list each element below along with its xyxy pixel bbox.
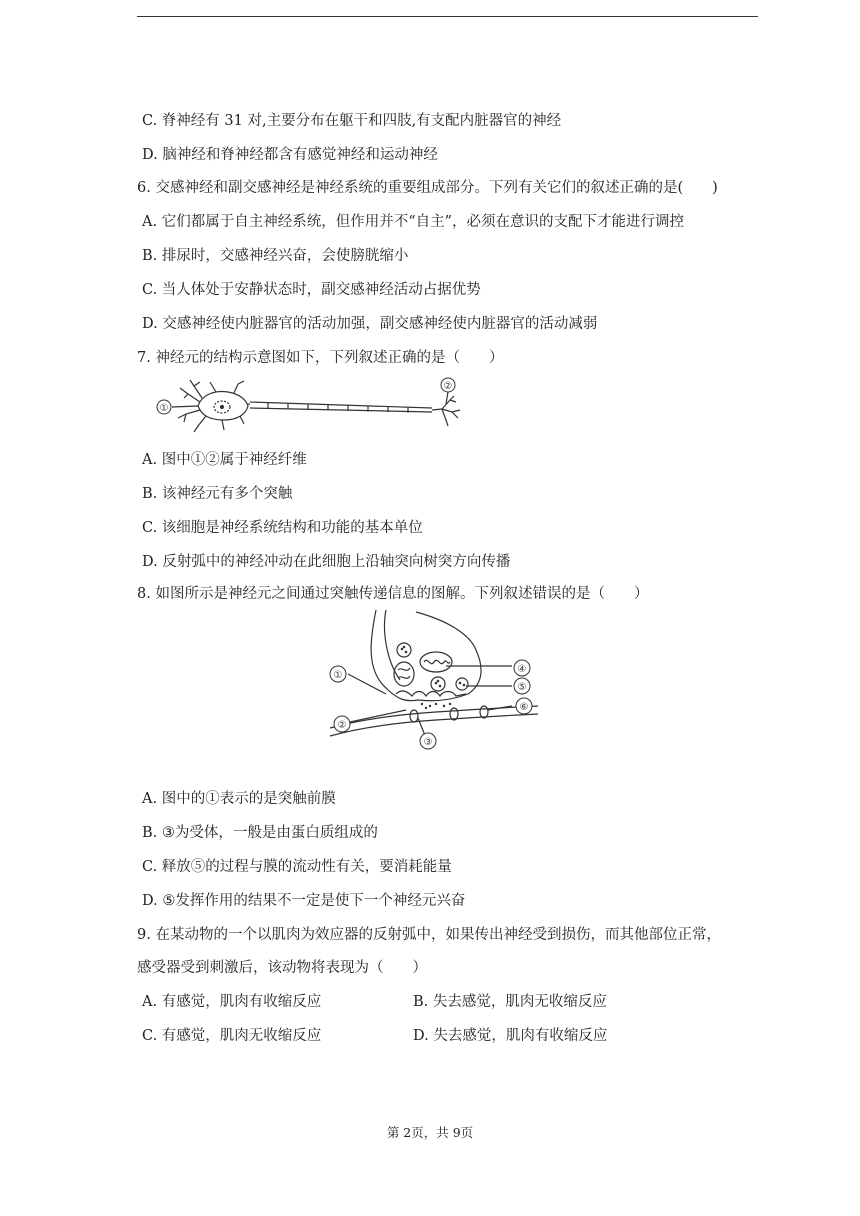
q6-option-c: C. 当人体处于安静状态时，副交感神经活动占据优势 [142,282,481,298]
q8-option-d: D. ⑤发挥作用的结果不一定是使下一个神经元兴奋 [142,893,466,909]
synapse-label-3: ③ [423,737,433,748]
q9-option-d: D. 失去感觉，肌肉有收缩反应 [413,1028,608,1044]
neuron-label-2: ② [443,381,453,392]
q8-option-c: C. 释放⑤的过程与膜的流动性有关，要消耗能量 [142,859,452,875]
q7-stem: 7. 神经元的结构示意图如下，下列叙述正确的是（ ） [137,350,504,366]
q9-option-c: C. 有感觉，肌肉无收缩反应 [142,1028,322,1044]
neuron-diagram [150,376,470,438]
q9-option-b: B. 失去感觉，肌肉无收缩反应 [413,994,607,1010]
q9-option-a: A. 有感觉，肌肉有收缩反应 [142,994,322,1010]
header-rule [137,16,758,17]
q6-option-b: B. 排尿时，交感神经兴奋，会使膀胱缩小 [142,248,409,264]
q6-stem: 6. 交感神经和副交感神经是神经系统的重要组成部分。下列有关它们的叙述正确的是( ) [137,180,718,196]
synapse-label-2: ② [337,720,347,731]
q9-stem-line1: 9. 在某动物的一个以肌肉为效应器的反射弧中，如果传出神经受到损伤，而其他部位正常， [137,927,721,943]
neuron-label-1: ① [159,403,169,414]
q7-option-c: C. 该细胞是神经系统结构和功能的基本单位 [142,520,423,536]
q7-option-b: B. 该神经元有多个突触 [142,486,293,502]
q9-stem-line2: 感受器受到刺激后，该动物将表现为（ ） [137,960,427,976]
synapse-label-6: ⑥ [519,702,529,713]
q8-option-b: B. ③为受体，一般是由蛋白质组成的 [142,825,378,841]
synapse-label-1: ① [333,670,343,681]
q5-option-d: D. 脑神经和脊神经都含有感觉神经和运动神经 [142,147,438,163]
q8-option-a: A. 图中的①表示的是突触前膜 [142,791,336,807]
synapse-label-4: ④ [517,664,527,675]
q7-option-a: A. 图中①②属于神经纤维 [142,452,307,468]
q6-option-d: D. 交感神经使内脏器官的活动加强，副交感神经使内脏器官的活动减弱 [142,316,598,332]
q6-option-a: A. 它们都属于自主神经系统，但作用并不“自主”，必须在意识的支配下才能进行调控 [142,214,685,230]
q5-option-c: C. 脊神经有 31 对,主要分布在躯干和四肢,有支配内脏器官的神经 [142,113,562,129]
page-footer: 第 2页，共 9页 [386,1125,474,1140]
q7-option-d: D. 反射弧中的神经冲动在此细胞上沿轴突向树突方向传播 [142,554,511,570]
synapse-diagram [326,610,540,750]
q8-stem: 8. 如图所示是神经元之间通过突触传递信息的图解。下列叙述错误的是（ ） [137,586,649,602]
synapse-label-5: ⑤ [517,682,527,693]
